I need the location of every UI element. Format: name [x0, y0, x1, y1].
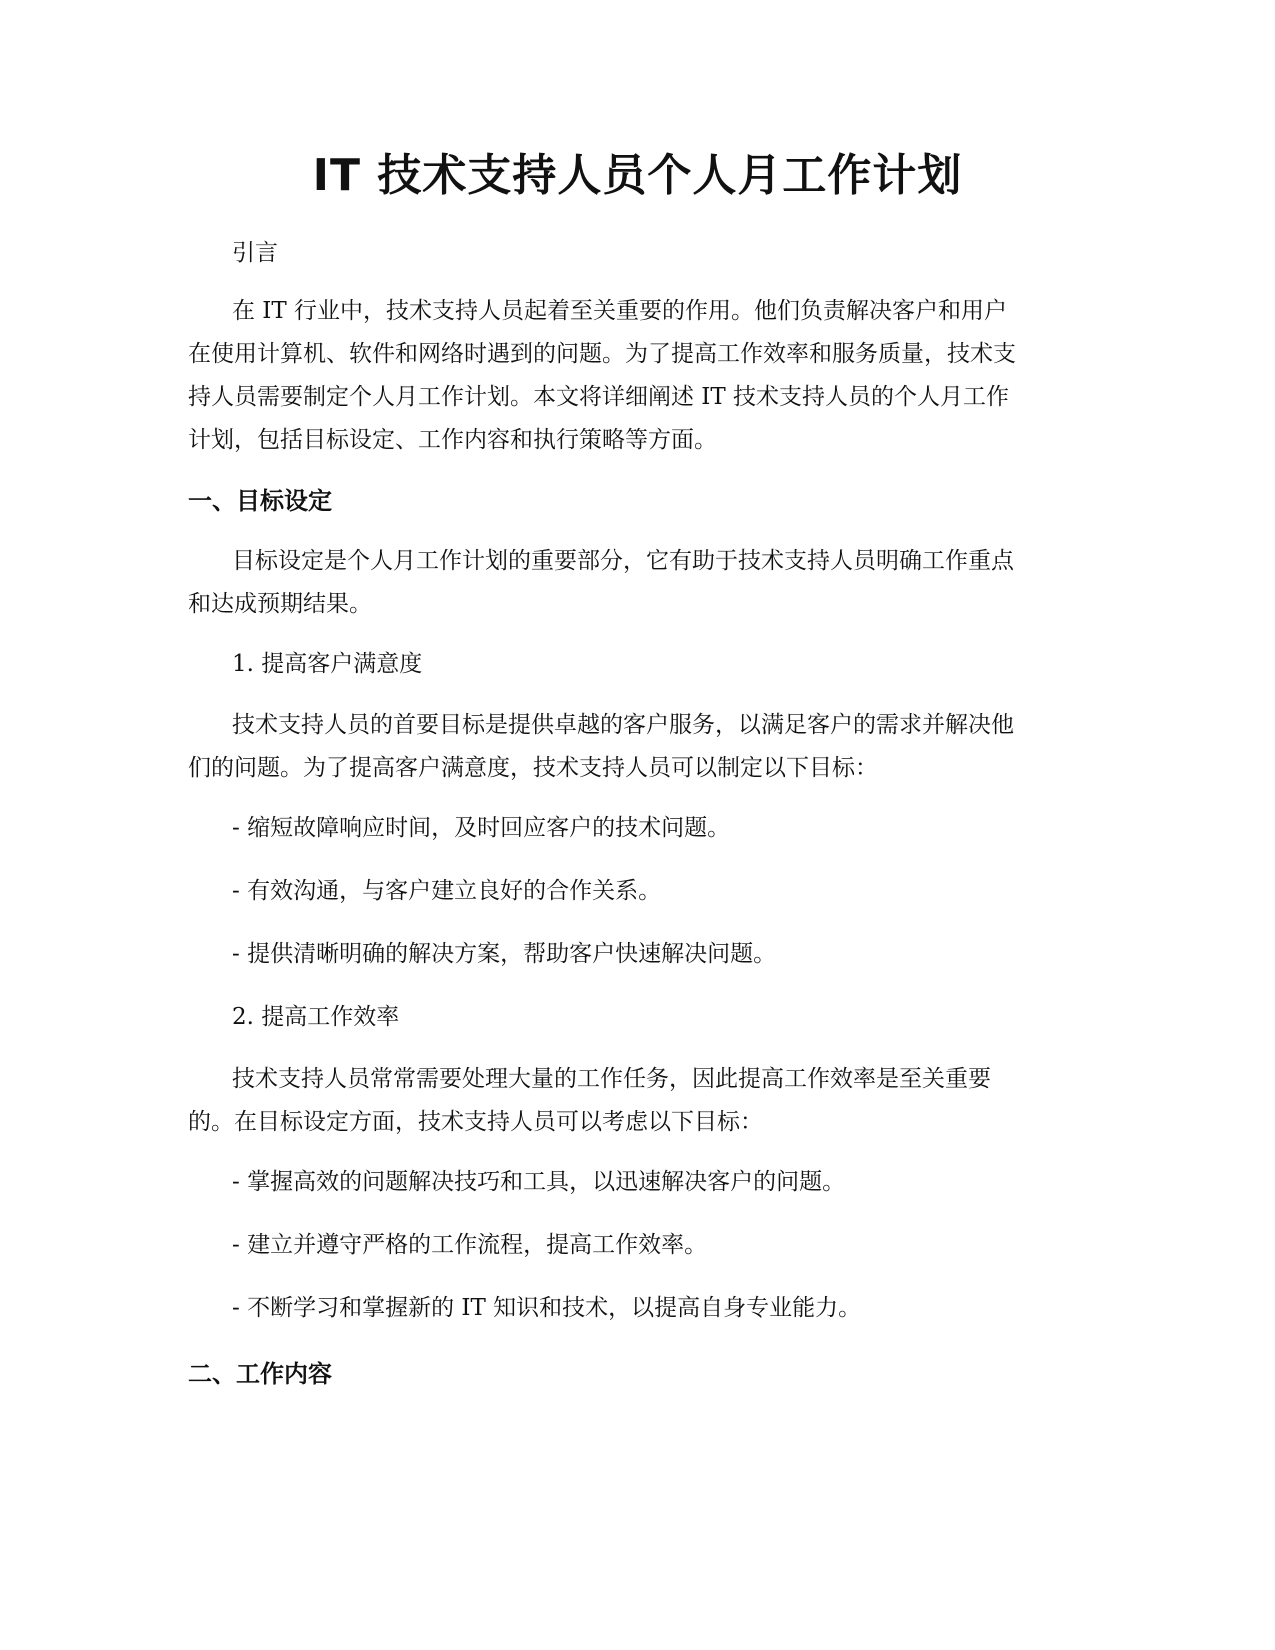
efficiency-line: 的。在目标设定方面，技术支持人员可以考虑以下目标： [188, 1109, 763, 1135]
bullet-item: - 不断学习和掌握新的 IT 知识和技术，以提高自身专业能力。 [232, 1295, 862, 1321]
goals-paragraph [188, 540, 1088, 626]
document-title: IT 技术支持人员个人月工作计划 [312, 150, 963, 201]
goals-line: 目标设定是个人月工作计划的重要部分，它有助于技术支持人员明确工作重点 [232, 548, 1014, 574]
goals-line: 和达成预期结果。 [188, 591, 372, 617]
bullet-item: - 掌握高效的问题解决技巧和工具，以迅速解决客户的问题。 [232, 1169, 846, 1195]
intro-line: 计划，包括目标设定、工作内容和执行策略等方面。 [188, 427, 717, 453]
intro-line: 在使用计算机、软件和网络时遇到的问题。为了提高工作效率和服务质量，技术支 [188, 341, 1016, 367]
bullet-item: - 提供清晰明确的解决方案，帮助客户快速解决问题。 [232, 941, 777, 967]
intro-line: 持人员需要制定个人月工作计划。本文将详细阐述 IT 技术支持人员的个人月工作 [188, 384, 1010, 410]
efficiency-line: 技术支持人员常常需要处理大量的工作任务，因此提高工作效率是至关重要 [232, 1066, 991, 1092]
section-heading-work-content: 二、工作内容 [188, 1360, 332, 1388]
intro-heading: 引言 [232, 240, 278, 266]
intro-paragraph [188, 290, 1088, 462]
bullet-item: - 缩短故障响应时间，及时回应客户的技术问题。 [232, 815, 731, 841]
subsection-title-efficiency: 2. 提高工作效率 [232, 1004, 400, 1030]
intro-line: 在 IT 行业中，技术支持人员起着至关重要的作用。他们负责解决客户和用户 [232, 298, 1008, 324]
bullet-item: - 建立并遵守严格的工作流程，提高工作效率。 [232, 1232, 708, 1258]
satisfaction-line: 们的问题。为了提高客户满意度，技术支持人员可以制定以下目标： [188, 755, 878, 781]
satisfaction-paragraph [188, 704, 1088, 790]
subsection-title-satisfaction: 1. 提高客户满意度 [232, 651, 423, 677]
section-heading-goals: 一、目标设定 [188, 487, 332, 515]
bullet-item: - 有效沟通，与客户建立良好的合作关系。 [232, 878, 662, 904]
satisfaction-line: 技术支持人员的首要目标是提供卓越的客户服务，以满足客户的需求并解决他 [232, 712, 1014, 738]
efficiency-paragraph [188, 1058, 1088, 1144]
